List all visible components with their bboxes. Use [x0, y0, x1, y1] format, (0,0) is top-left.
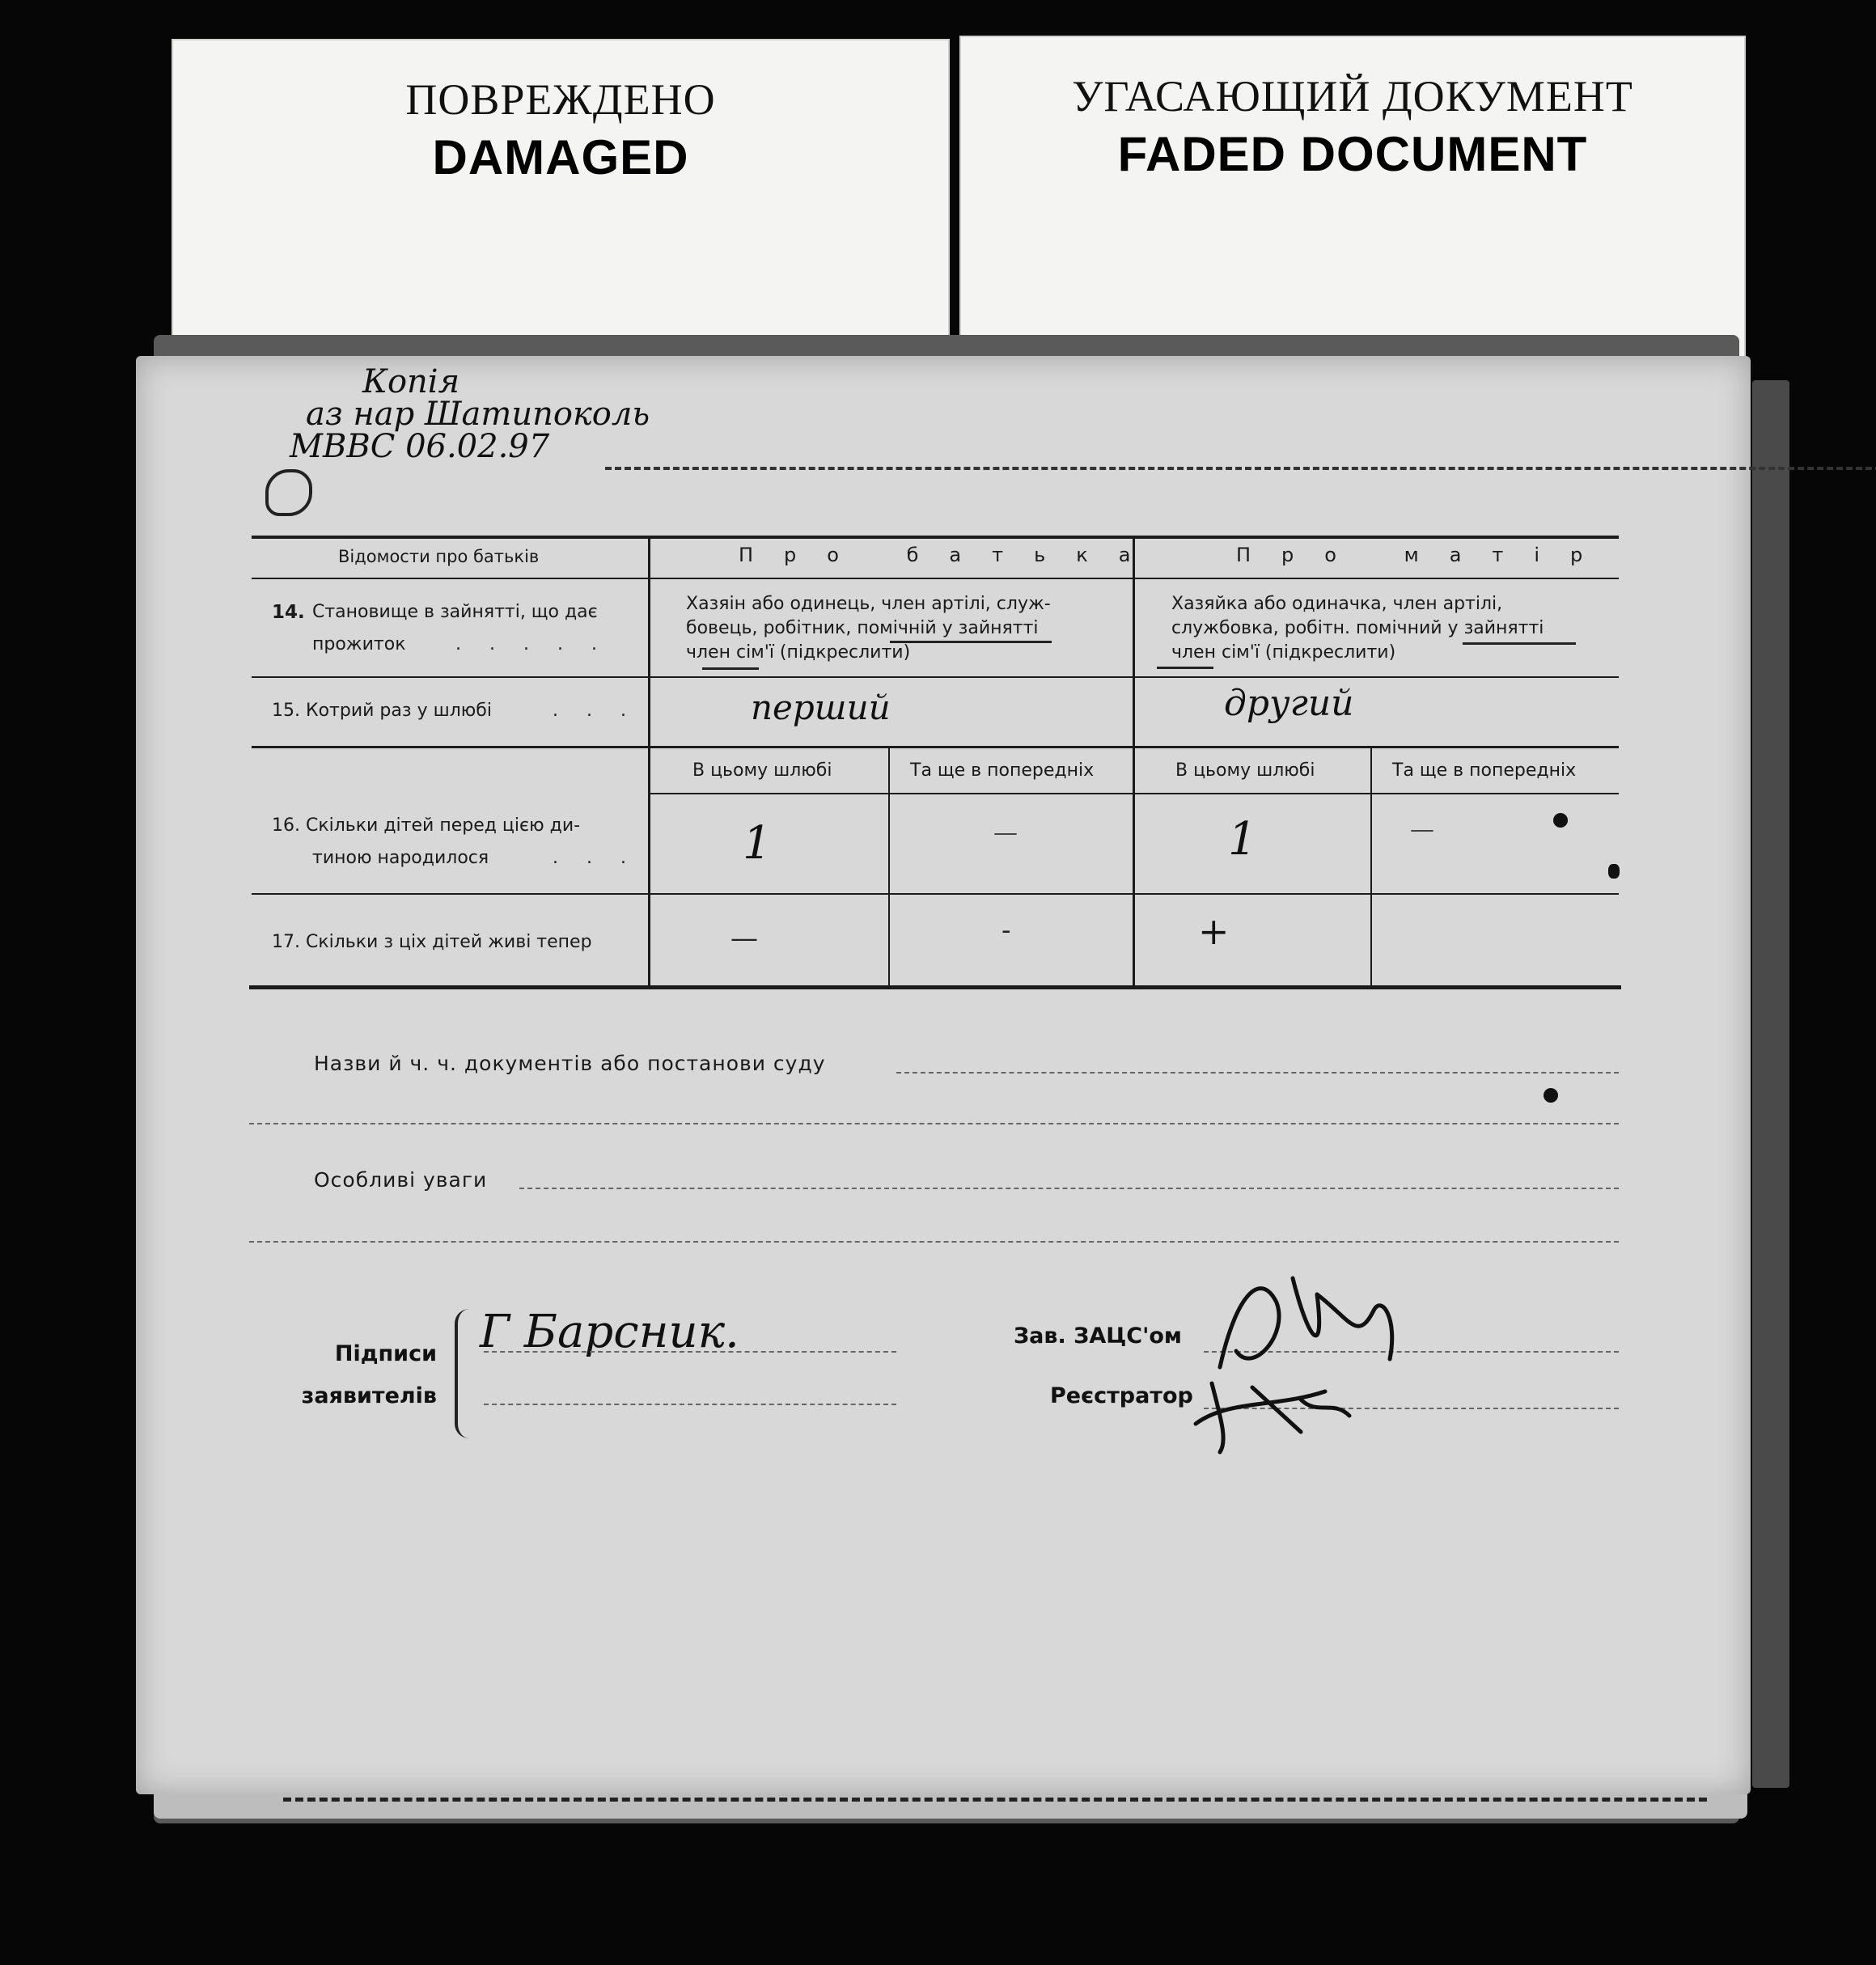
row14-border [252, 676, 1619, 678]
father-occupation-underline [890, 641, 1052, 643]
row15-dots: . . . [553, 701, 637, 721]
faded-card [959, 36, 1746, 358]
father-occupation-line3: член сім'ї (підкреслити) [686, 642, 911, 663]
mother-occupation-line3: член сім'ї (підкреслити) [1171, 642, 1396, 663]
father-occupation-line1: Хазяін або одинець, член артілі, служ- [686, 594, 1051, 614]
father-occupation-line2: бовець, робітник, помічній у зайнятті [686, 618, 1039, 638]
margin-note-line3: МВВС 06.02.97 [290, 428, 550, 465]
row14-label-line2: прожиток [312, 634, 406, 654]
remarks-line-1 [519, 1188, 1619, 1189]
header-about-mother: Про матір [1236, 544, 1614, 566]
father-marriage-count: перший [751, 688, 891, 727]
table-bottom-border [249, 985, 1621, 989]
mother-marriage-count: другий [1224, 683, 1354, 724]
margin-note [257, 363, 650, 465]
applicant-signature-line-2 [484, 1404, 896, 1405]
mother-living-this: + [1198, 909, 1230, 953]
mother-occupation-underline [1463, 642, 1576, 645]
damaged-label-en: DAMAGED [432, 130, 689, 184]
mother-occupation-line1: Хазяйка або одиначка, член артілі, [1171, 594, 1503, 614]
row14-dots: . . . . . [455, 634, 608, 654]
signatures-label-line2: заявителів [301, 1383, 437, 1408]
father-living-this: — [730, 922, 758, 955]
row17-label: 17. Скільки з ціх дітей живі тепер [272, 932, 592, 952]
signatures-label-line1: Підписи [334, 1341, 437, 1366]
bottom-dashed-line [283, 1798, 1707, 1802]
remarks-label: Особливі уваги [314, 1168, 488, 1192]
mother-occupation-options [1171, 592, 1544, 665]
signatures-label [298, 1333, 437, 1417]
header-parents-info: Відомости про батьків [338, 547, 540, 566]
father-family-underline [702, 667, 759, 670]
row14-label-line1: Становище в зайнятті, що дає [312, 602, 598, 622]
row14-number: 14. [272, 602, 305, 623]
margin-note-line2: аз нар Шатипоколь [306, 396, 650, 433]
mother-children-previous: — [1410, 815, 1434, 844]
page-hole [1608, 864, 1620, 879]
registrar-signature-scribble [1179, 1351, 1390, 1456]
documents-line-1 [896, 1072, 1619, 1074]
damaged-card [172, 39, 950, 358]
top-dashed-line [605, 467, 1876, 470]
head-registry-label: Зав. ЗАЦС'ом [1014, 1323, 1182, 1349]
mother-previous-header: Та ще в попередніх [1392, 760, 1577, 781]
mother-this-marriage-header: В цьому шлюбі [1175, 760, 1315, 781]
damaged-label-ru: ПОВРЕЖДЕНО [405, 75, 716, 124]
margin-note-line1: Копія [362, 363, 460, 400]
faded-label-ru: УГАСАЮЩИЙ ДОКУМЕНТ [1072, 72, 1633, 121]
remarks-line-2 [249, 1241, 1619, 1243]
row16-label-line2: тиною народилося [312, 848, 489, 868]
document-page [136, 356, 1751, 1794]
page-hole [1544, 1088, 1558, 1103]
applicant-signature: Г Барсник. [480, 1306, 739, 1358]
row15-label: 15. Котрий раз у шлюбі [272, 701, 492, 721]
row16-dots: . . . [553, 848, 637, 868]
father-this-marriage-header: В цьому шлюбі [692, 760, 832, 781]
table-top-border [252, 536, 1619, 539]
row16-border [252, 893, 1619, 895]
row15-border [252, 746, 1619, 748]
table-header-border [252, 578, 1619, 579]
book-edge [1752, 380, 1789, 1788]
mother-occupation-line2: службовка, робітн. помічний у зайнятті [1171, 618, 1544, 638]
father-living-previous: - [1002, 914, 1011, 947]
father-previous-header: Та ще в попередніх [910, 760, 1095, 781]
table-col-divider-father [888, 746, 890, 987]
page-hole [1553, 813, 1568, 828]
table-col-divider-1 [648, 536, 650, 987]
signatures-brace [455, 1309, 471, 1438]
faded-label-en: FADED DOCUMENT [1117, 127, 1588, 181]
documents-line-2 [249, 1123, 1619, 1124]
registrar-label: Реєстратор [1050, 1383, 1193, 1408]
father-children-previous: — [993, 819, 1018, 847]
documents-label: Назви й ч. ч. документів або постанови суду [314, 1052, 826, 1075]
row16-label-line1: 16. Скільки дітей перед цією ди- [272, 815, 581, 836]
header-about-father: Про батька [739, 544, 1162, 566]
applicant-signature-line-1 [484, 1351, 896, 1353]
mother-children-this: 1 [1228, 813, 1257, 866]
table-col-divider-mother [1370, 746, 1372, 987]
mother-family-underline [1157, 667, 1213, 669]
father-children-this: 1 [743, 817, 772, 870]
father-occupation-options [686, 592, 1051, 665]
stamp-initials-mark [265, 469, 312, 516]
table-col-divider-2 [1133, 536, 1135, 987]
